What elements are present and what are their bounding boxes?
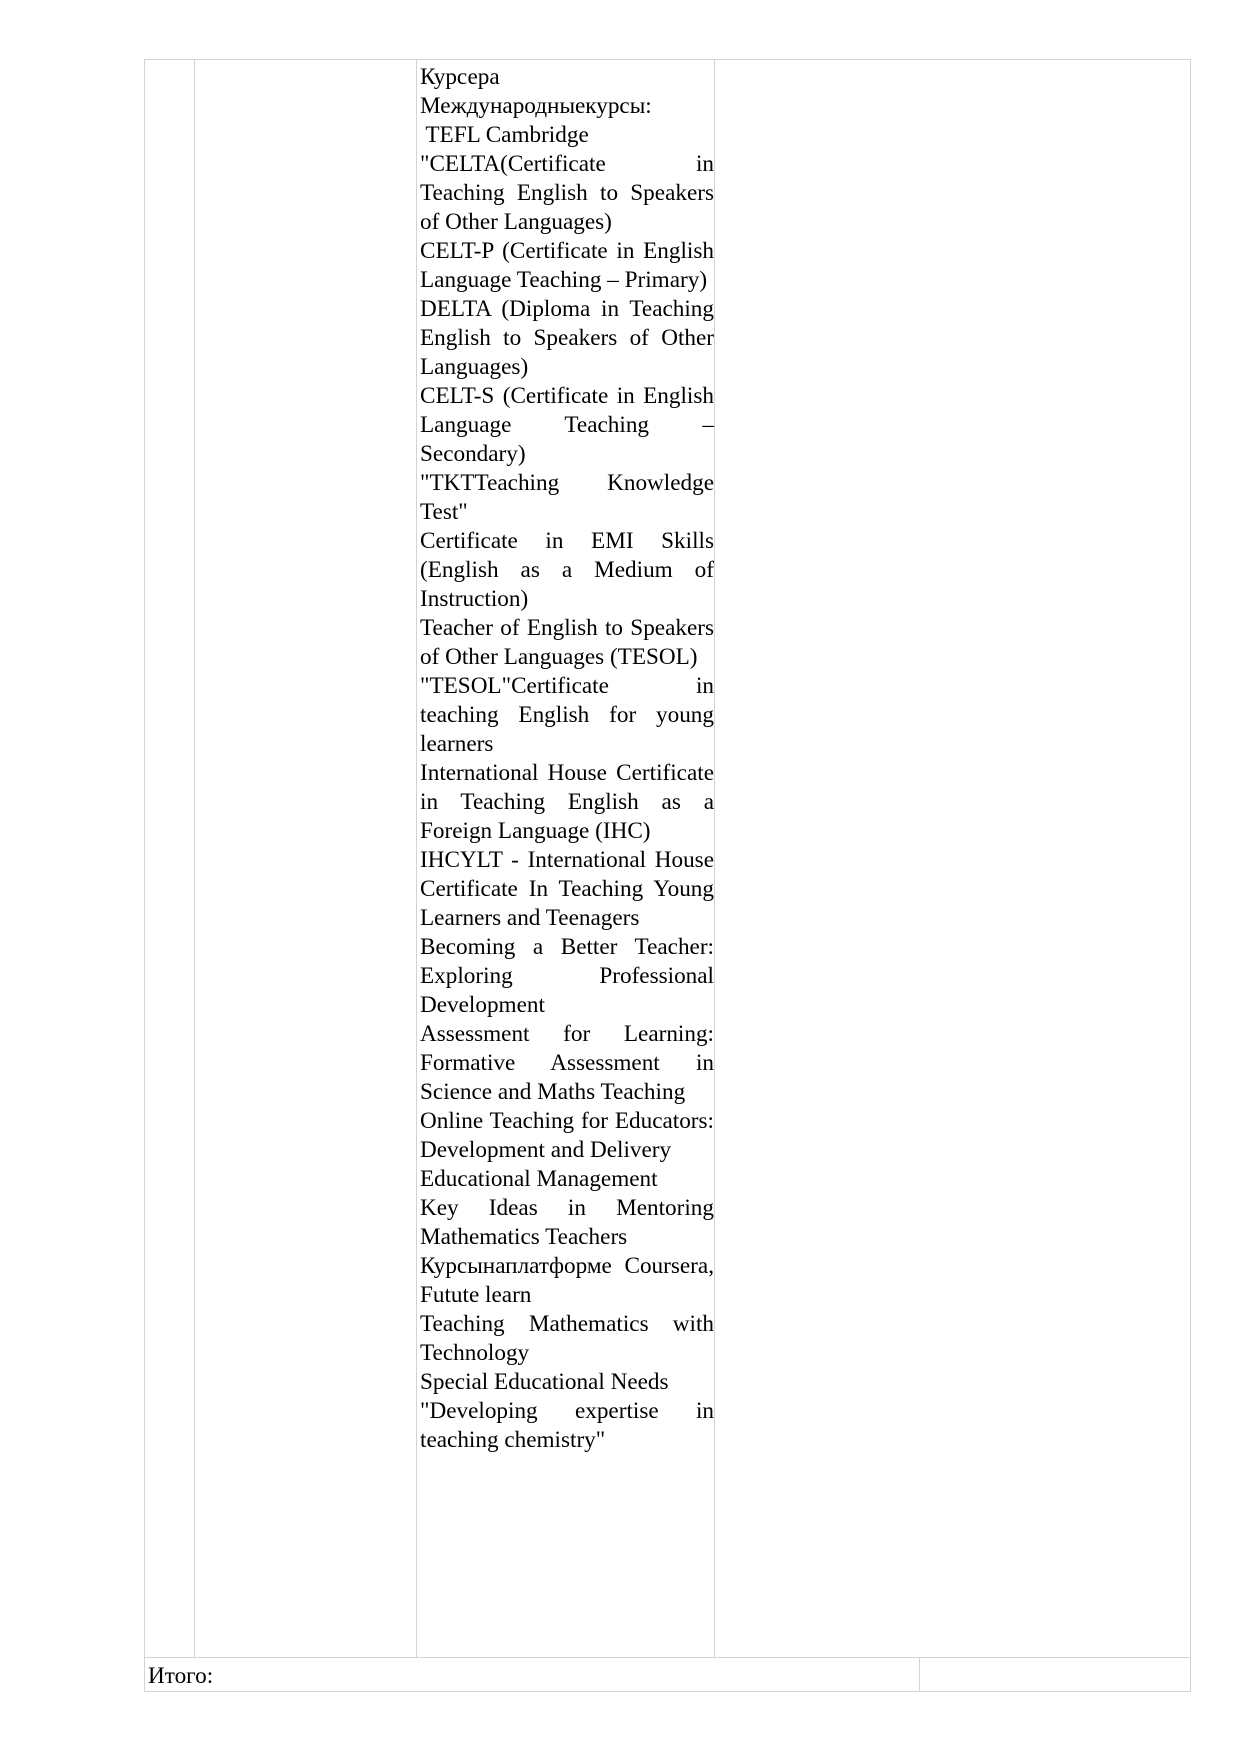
course-item: "TKTTeaching Knowledge Test" [420,470,714,525]
course-item: Teaching Mathematics with Technology [420,1311,714,1366]
table-border-top [144,59,1191,60]
course-item: "CELTA(Certificate in Teaching English to Speakers of Other Languages) [420,151,714,235]
course-item: Certificate in EMI Skills (English as a Medium of Instruction) [420,528,714,612]
international-heading: Международныекурсы: [420,93,652,119]
column-divider [714,59,715,1658]
course-item: "TESOL"Certificate in teaching English for young learners [420,673,714,757]
course-item: CELT-P (Certificate in English Language Teaching – Primary) [420,238,714,293]
course-item: TEFL Cambridge [420,122,589,148]
column-divider [919,1657,920,1692]
course-item: IHCYLT - International House Certificate In Teaching Young Learners and Teenagers [420,847,714,931]
course-item: CELT-S (Certificate in English Language Teaching – Secondary) [420,383,714,467]
course-item: International House Certificate in Teaching English as a Foreign Language (IHC) [420,760,714,844]
course-item: Becoming a Better Teacher: Exploring Professional Development [420,934,714,1018]
course-item: Assessment for Learning: Formative Assessment in Science and Maths Teaching [420,1021,714,1105]
course-item: DELTA (Diploma in Teaching English to Speakers of Other Languages) [420,296,714,380]
courses-cell [420,63,714,1455]
course-item: Teacher of English to Speakers of Other Languages (TESOL) [420,615,714,670]
table-border-bottom [144,1691,1191,1692]
course-item: Key Ideas in Mentoring Mathematics Teachers [420,1195,714,1250]
course-item: Special Educational Needs [420,1369,669,1395]
total-label: Итого: [148,1663,214,1689]
table-row-divider [144,1657,1191,1658]
column-divider [194,59,195,1658]
table-border-left [144,59,145,1692]
column-divider [416,59,417,1658]
course-item: Educational Management [420,1166,658,1192]
course-item: Курсынаплатформе Coursera, Futute learn [420,1253,714,1308]
course-item: Online Teaching for Educators: Development and Delivery [420,1108,714,1163]
course-item: "Developing expertise in teaching chemistry" [420,1398,714,1453]
course-heading: Курсера [420,64,500,90]
table-border-right [1190,59,1191,1692]
